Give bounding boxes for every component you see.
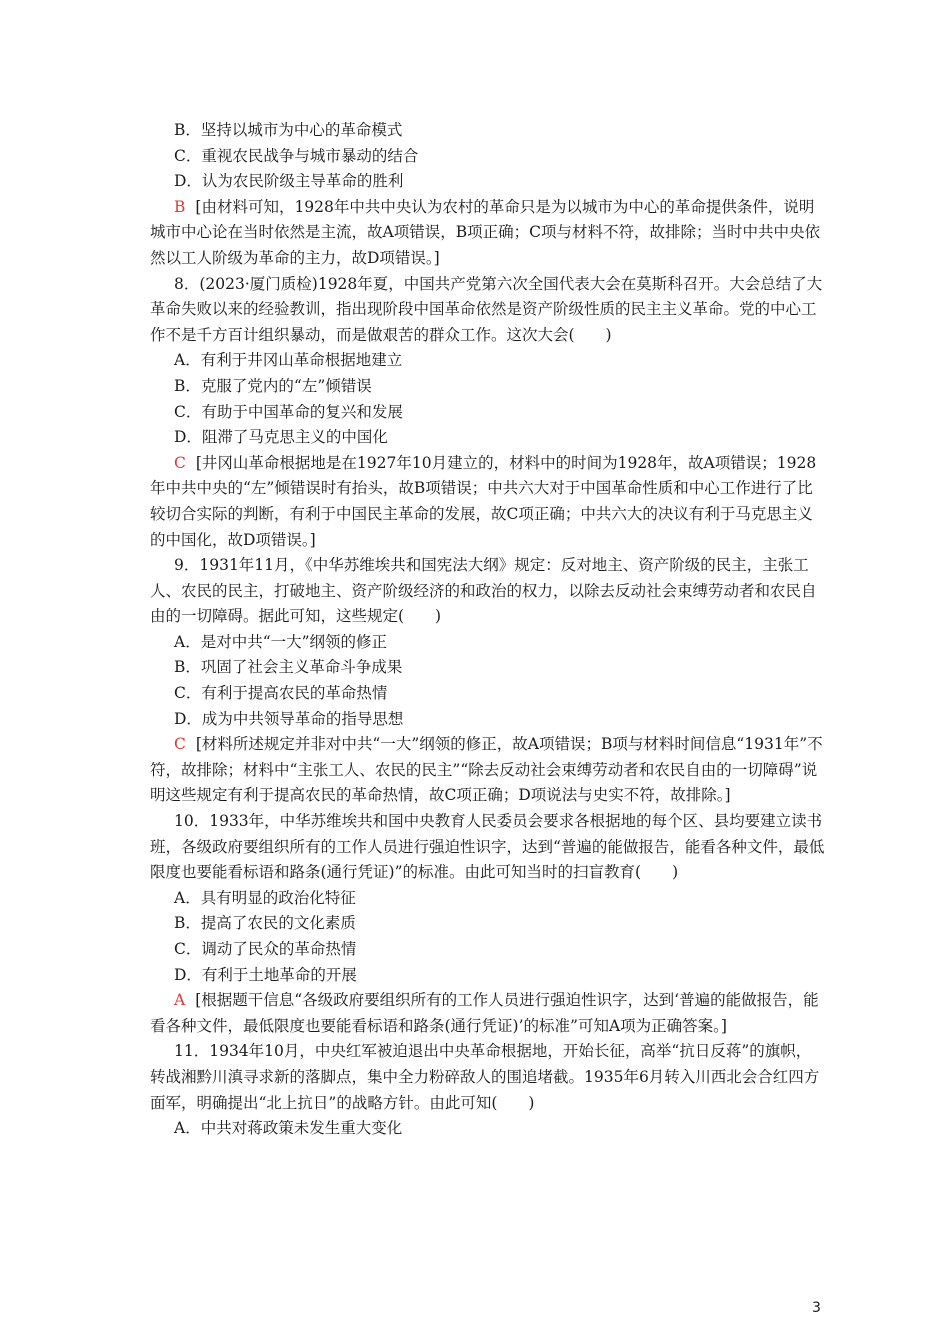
answer-explanation [150, 732, 825, 809]
option-line: C．重视农民战争与城市暴动的结合 [174, 146, 419, 165]
explanation-text: [根据题干信息“各级政府要组织所有的工作人员进行强迫性识字，达到‘普遍的能做报告，能看各种文件，最低限度也要能看标语和路条(通行凭证)’的标准”可知A项为正确答案。] [150, 991, 819, 1035]
option-line: A．是对中共“一大”纲领的修正 [174, 632, 388, 651]
answer-letter: A [174, 991, 186, 1010]
option-line: C．有助于中国革命的复兴和发展 [174, 402, 403, 421]
option-line: C．调动了民众的革命热情 [174, 940, 357, 958]
option-line: B．提高了农民的文化素质 [174, 914, 356, 933]
option-line: D．认为农民阶级主导革命的胜利 [174, 172, 404, 191]
option-line: A．具有明显的政治化特征 [174, 888, 356, 907]
option-line: D．阻滞了马克思主义的中国化 [174, 428, 388, 447]
option-line: A．有利于井冈山革命根据地建立 [174, 351, 403, 370]
answer-letter: C [174, 735, 186, 754]
question-stem: 10．1933年，中华苏维埃共和国中央教育人民委员会要求各根据地的每个区、县均要建立读书班，各级政府要组织所有的工作人员进行强迫性识字，达到“普遍的能做报告，能看各种文件，最低限度也要能看标语和路条(通行凭证)”的标准。由此可知当时的扫盲教育( ) [150, 812, 825, 882]
answer-letter: B [174, 197, 186, 216]
question-stem: 11．1934年10月，中央红军被迫退出中央革命根据地，开始长征，高举“抗日反蒋”的旗帜，转战湘黔川滇寻求新的落脚点，集中全力粉碎敌人的围追堵截。1935年6月转入川西北会合红四方面军，明确提出“北上抗日”的战略方针。由此可知( ) [150, 1042, 820, 1112]
answer-explanation [150, 988, 825, 1039]
option-line: B．坚持以城市为中心的革命模式 [174, 121, 403, 139]
option-line: A．中共对蒋政策未发生重大变化 [174, 1119, 403, 1138]
option-line: B．巩固了社会主义革命斗争成果 [174, 658, 403, 677]
question-stem: 8．(2023·厦门质检)1928年夏，中国共产党第六次全国代表大会在莫斯科召开。大会总结了大革命失败以来的经验教训，指出现阶段中国革命依然是资产阶级性质的民主主义革命。党的中心工作不是千方百计组织暴动，而是做艰苦的群众工作。这次大会( ) [150, 274, 823, 344]
option-line: C．有利于提高农民的革命热情 [174, 684, 388, 703]
answer-explanation [150, 451, 825, 553]
answer-letter: C [174, 453, 186, 472]
explanation-text: [材料所述规定并非对中共“一大”纲领的修正，故A项错误；B项与材料时间信息“1931年”不符，故排除；材料中“主张工人、农民的民主”“除去反动社会束缚劳动者和农民自由的一切障碍”说明这些规定有利于提高农民的革命热情，故C项正确；D项说法与史实不符，故排除。] [150, 735, 823, 805]
answer-explanation [150, 195, 825, 272]
question-stem: 9．1931年11月，《中华苏维埃共和国宪法大纲》规定：反对地主、资产阶级的民主，主张工人、农民的民主，打破地主、资产阶级经济的和政治的权力，以除去反动社会束缚劳动者和农民自由的一切障碍。据此可知，这些规定( ) [150, 556, 817, 626]
explanation-text: [井冈山革命根据地是在1927年10月建立的，材料中的时间为1928年，故A项错误；1928年中共中央的“左”倾错误时有抬头，故B项错误；中共六大对于中国革命性质和中心工作进行了比较切合实际的判断，有利于中国民主革命的发展，故C项正确；中共六大的决议有利于马克思主义的中国化，故D项错误。] [150, 453, 817, 549]
page-number: 3 [812, 1300, 821, 1316]
option-line: D．有利于土地革命的开展 [174, 965, 357, 984]
option-line: D．成为中共领导革命的指导思想 [174, 709, 404, 728]
option-line: B．克服了党内的“左”倾错误 [174, 376, 372, 395]
explanation-text: [由材料可知，1928年中共中央认为农村的革命只是为以城市为中心的革命提供条件，说明城市中心论在当时依然是主流，故A项错误，B项正确；C项与材料不符，故排除；当时中共中央依然以工人阶级为革命的主力，故D项错误。] [150, 197, 820, 267]
page-content [150, 118, 825, 1142]
